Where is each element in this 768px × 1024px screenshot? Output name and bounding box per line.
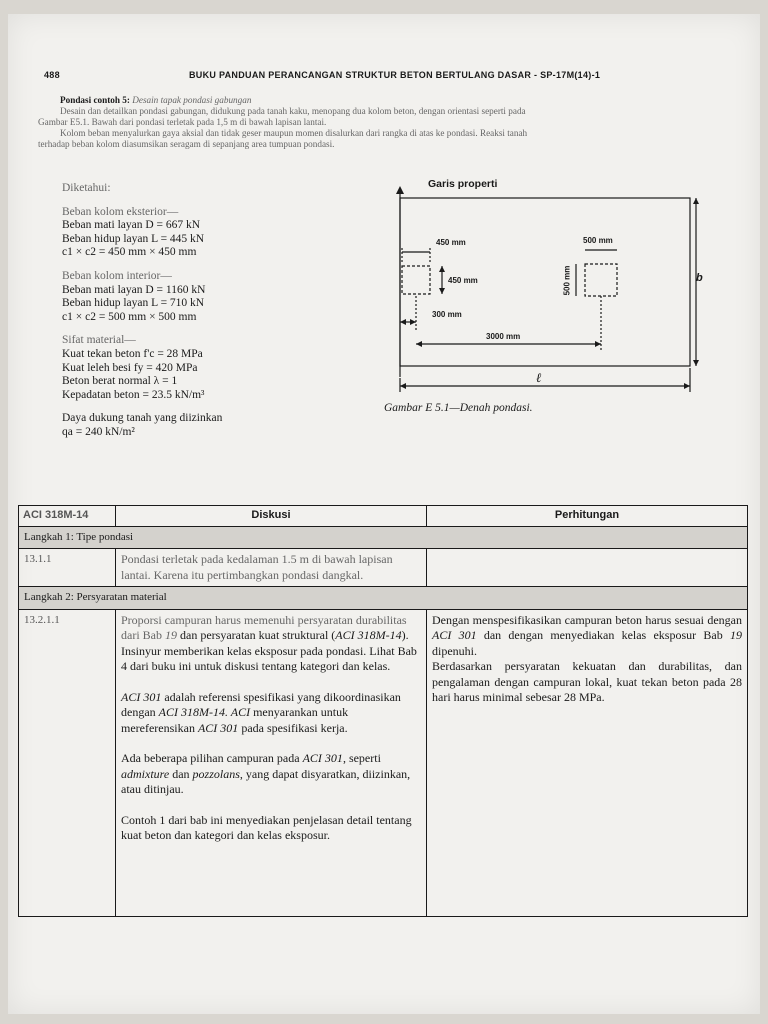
given-heading: Diketahui: bbox=[62, 182, 111, 194]
page-number: 488 bbox=[44, 70, 60, 80]
step2-content-row bbox=[19, 609, 748, 916]
intro-line-1: Desain dan detailkan pondasi gabungan, didukung pada tanah kaku, menopang dua kolom beton, dengan orientasi seperti pada bbox=[60, 106, 526, 116]
book-title: BUKU PANDUAN PERANCANGAN STRUKTUR BETON BERTULANG DASAR - SP-17M(14)-1 bbox=[189, 70, 601, 80]
intro-line-3: Kolom beban menyalurkan gaya aksial dan tidak geser maupun momen disalurkan dari rangka di atas ke pondasi. Reaksi tanah bbox=[60, 128, 528, 138]
step1-label: Langkah 1: Tipe pondasi bbox=[19, 526, 748, 549]
dim-450-side: 450 mm bbox=[448, 276, 478, 285]
step2-discussion-p4: Ada beberapa pilihan campuran pada ACI 301, seperti admixture dan pozzolans, yang dapat disyaratkan, diizinkan, atau ditinjau. bbox=[121, 751, 411, 796]
step1-discussion: Pondasi terletak pada kedalaman 1.5 m di bawah lapisan lantai. Karena itu pertimbangkan pondasi dangkal. bbox=[116, 549, 427, 587]
dim-l: ℓ bbox=[536, 370, 542, 385]
step2-discussion-p1: Proporsi campuran harus memenuhi persyaratan durabilitas dari Bab 19 dan persyaratan kuat struktural (ACI 318M-14). bbox=[121, 612, 409, 642]
soil-label: Daya dukung tanah yang diizinkan bbox=[62, 412, 223, 425]
step2-calculation-p1: Dengan menspesifikasikan campuran beton harus sesuai dengan ACI 301 dan dengan menyediakan kelas eksposur Bab 19 dipenuhi. bbox=[432, 612, 742, 658]
dim-3000: 3000 mm bbox=[486, 332, 521, 341]
interior-live-load: Beban hidup layan L = 710 kN bbox=[62, 297, 205, 310]
step1-row bbox=[19, 526, 748, 549]
property-line-label: Garis properti bbox=[428, 178, 498, 190]
exterior-live-load: Beban hidup layan L = 445 kN bbox=[62, 232, 205, 245]
exterior-column-block bbox=[62, 206, 282, 260]
step2-code: 13.2.1.1 bbox=[19, 609, 116, 916]
exterior-column bbox=[402, 266, 430, 294]
material-block bbox=[62, 334, 282, 402]
soil-value: qa = 240 kN/m² bbox=[62, 425, 135, 438]
dim-300: 300 mm bbox=[432, 310, 462, 319]
intro-line-4: terhadap beban kolom diasumsikan seragam di sepanjang area tumpuan pondasi. bbox=[38, 139, 335, 149]
exterior-size: c1 × c2 = 450 mm × 450 mm bbox=[62, 246, 197, 259]
step2-discussion bbox=[116, 609, 427, 916]
material-fc: Kuat tekan beton f'c = 28 MPa bbox=[62, 347, 203, 360]
interior-title: Beban kolom interior— bbox=[62, 269, 172, 282]
interior-size: c1 × c2 = 500 mm × 500 mm bbox=[62, 310, 197, 323]
footing-plan-drawing bbox=[380, 172, 720, 402]
dim-500-side: 500 mm bbox=[562, 265, 572, 296]
table-header-row bbox=[19, 506, 748, 527]
example-label: Pondasi contoh 5: bbox=[60, 95, 130, 105]
exterior-title: Beban kolom eksterior— bbox=[62, 205, 179, 218]
interior-dead-load: Beban mati layan D = 1160 kN bbox=[62, 283, 206, 296]
material-lambda: Beton berat normal λ = 1 bbox=[62, 375, 178, 388]
header-code: ACI 318M-14 bbox=[19, 506, 116, 527]
dim-b: b bbox=[696, 272, 703, 284]
dim-500-top: 500 mm bbox=[583, 236, 613, 245]
figure-caption: Gambar E 5.1—Denah pondasi. bbox=[384, 402, 533, 414]
material-title: Sifat material— bbox=[62, 334, 136, 347]
step2-calculation bbox=[427, 609, 748, 916]
header-discussion: Diskusi bbox=[116, 506, 427, 527]
design-table bbox=[18, 505, 748, 917]
footing-plan-figure bbox=[380, 172, 720, 432]
step2-calculation-p2: Berdasarkan persyaratan kekuatan dan durabilitas, dan pengalaman dengan campuran lokal, kuat tekan beton pada 28 hari harus minimal sebesar 28 MPa. bbox=[432, 659, 742, 704]
step1-calculation bbox=[427, 549, 748, 587]
header-calculation: Perhitungan bbox=[427, 506, 748, 527]
interior-column-block bbox=[62, 270, 282, 324]
material-fy: Kuat leleh besi fy = 420 MPa bbox=[62, 361, 198, 374]
material-density: Kepadatan beton = 23.5 kN/m³ bbox=[62, 388, 205, 401]
example-title: Desain tapak pondasi gabungan bbox=[132, 95, 252, 105]
step2-discussion-p5: Contoh 1 dari bab ini menyediakan penjelasan detail tentang kuat beton dan kategori dan kelas eksposur. bbox=[121, 812, 412, 842]
step2-label: Langkah 2: Persyaratan material bbox=[19, 587, 748, 610]
example-intro bbox=[38, 95, 738, 150]
step1-content-row bbox=[19, 549, 748, 587]
intro-line-2: Gambar E5.1. Bawah dari pondasi terletak pada 1,5 m di bawah lapisan lantai. bbox=[38, 117, 327, 127]
given-data bbox=[62, 182, 282, 440]
dim-450-top: 450 mm bbox=[436, 238, 466, 247]
exterior-dead-load: Beban mati layan D = 667 kN bbox=[62, 219, 201, 232]
footing-outline bbox=[400, 198, 690, 366]
step2-discussion-p2: Insinyur memberikan kelas eksposur pada pondasi. Lihat Bab 4 dari buku ini untuk diskusi tentang kategori dan kelas. bbox=[121, 643, 417, 673]
step2-discussion-p3: ACI 301 adalah referensi spesifikasi yang dikoordinasikan dengan ACI 318M-14. ACI menyarankan untuk mereferensikan ACI 301 pada spesifikasi kerja. bbox=[121, 689, 401, 735]
interior-column bbox=[585, 264, 617, 296]
step1-code: 13.1.1 bbox=[19, 549, 116, 587]
step2-row bbox=[19, 587, 748, 610]
